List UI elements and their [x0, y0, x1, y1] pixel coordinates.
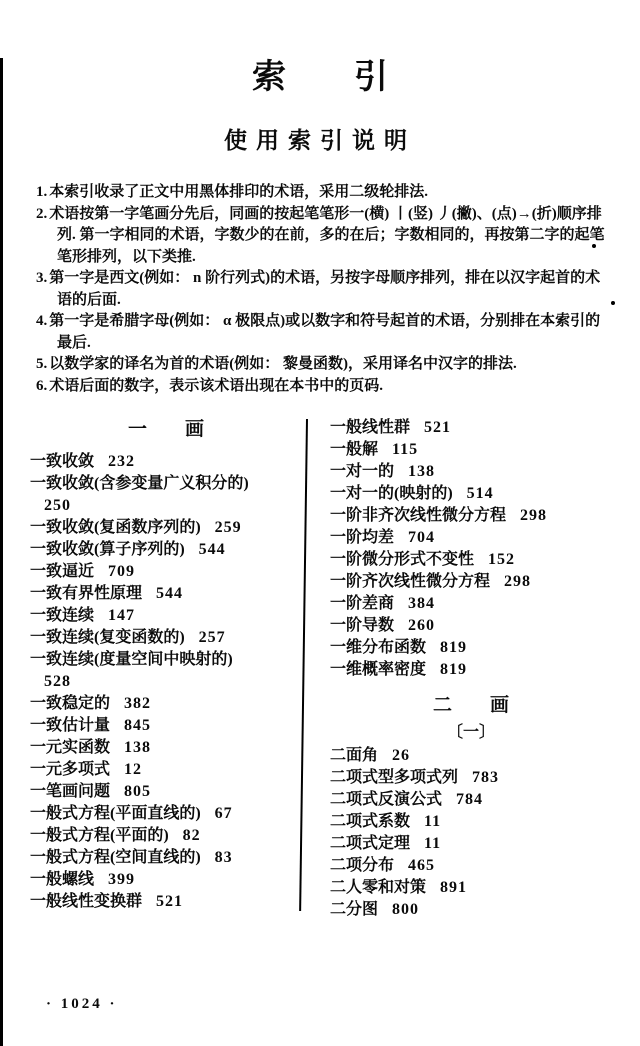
index-entry: [330, 527, 612, 549]
index-entry: [330, 549, 612, 571]
instruction-number: 3.: [36, 270, 48, 286]
entry-page-number: 232: [108, 453, 136, 470]
scan-speck: [592, 244, 596, 248]
entry-term: 一般螺线: [30, 871, 95, 888]
instruction-text: 术语按第一字笔画分先后，同画的按起笔笔形一(横) 丨(竖) 丿(撇)、(点)→(折)顺序排列. 第一字相同的术语，字数少的在前，多的在后；字数相同的，再按第二字的起笔笔形排列，以下类推.: [49, 205, 605, 265]
instruction-number: 6.: [36, 377, 48, 394]
index-entry: [330, 593, 612, 615]
entry-term: 二人零和对策: [330, 879, 427, 896]
entry-term: 一般线性变换群: [30, 893, 143, 910]
index-entry: [30, 473, 302, 517]
index-column-right: [330, 417, 612, 921]
entry-term: 一维概率密度: [330, 661, 427, 678]
index-columns: [0, 417, 640, 921]
index-entry: [30, 627, 302, 649]
entry-page-number: 11: [424, 813, 442, 830]
entry-term: 一阶均差: [330, 529, 395, 546]
entry-page-number: 805: [124, 783, 152, 800]
entry-term: 一对一的(映射的): [330, 485, 453, 502]
entry-page-number: 521: [424, 419, 452, 436]
instruction-item: [36, 311, 614, 354]
index-entry: [330, 439, 612, 461]
index-entry: [330, 417, 612, 439]
entry-page-number: 138: [124, 739, 152, 756]
instruction-item: [36, 182, 614, 204]
index-entry: [330, 877, 612, 899]
index-entry: [30, 891, 302, 913]
entry-page-number: 783: [472, 769, 500, 786]
entry-page-number: 152: [488, 551, 516, 568]
entry-page-number: 514: [466, 485, 494, 502]
index-entry: [30, 693, 302, 715]
entry-page-number: 11: [424, 835, 442, 852]
index-entry: [330, 637, 612, 659]
index-entry: [330, 899, 612, 921]
index-entry: [30, 451, 302, 473]
entry-page-number: 521: [156, 893, 184, 910]
entry-term: 一致连续(度量空间中映射的): [30, 651, 233, 668]
entry-term: 一般解: [330, 441, 379, 458]
index-entry: [30, 847, 302, 869]
stroke-subsection-header: 〔一〕: [446, 724, 495, 741]
entry-term: 一阶非齐次线性微分方程: [330, 507, 507, 524]
entry-term: 二项式系数: [330, 813, 411, 830]
entry-page-number: 384: [408, 595, 436, 612]
index-entry: [30, 583, 302, 605]
entry-page-number: 528: [44, 673, 71, 690]
entry-page-number: 260: [408, 617, 436, 634]
instruction-item: [36, 268, 614, 311]
entry-page-number: 399: [108, 871, 136, 888]
entry-term: 二项分布: [330, 857, 395, 874]
page-number: · 1024 ·: [46, 996, 118, 1012]
entry-term: 一致收敛(含参变量广义积分的): [30, 475, 249, 492]
entry-term: 一致收敛: [30, 453, 95, 470]
entry-term: 一笔画问题: [30, 783, 111, 800]
instruction-number: 2.: [36, 205, 48, 222]
entry-term: 一致连续(复变函数的): [30, 629, 185, 646]
entry-term: 二分图: [330, 901, 379, 918]
entry-page-number: 250: [44, 497, 71, 514]
index-entry: [30, 539, 302, 561]
index-entry: [30, 825, 302, 847]
entry-term: 二面角: [330, 747, 379, 764]
entry-page-number: 800: [392, 901, 420, 918]
scan-speck: [611, 301, 615, 305]
entry-term: 一致收敛(复函数序列的): [30, 519, 201, 536]
instruction-text: 本索引收录了正文中用黑体排印的术语，采用二级轮排法.: [49, 184, 429, 200]
instruction-text: 术语后面的数字，表示该术语出现在本书中的页码.: [49, 377, 384, 394]
entry-term: 一致逼近: [30, 563, 95, 580]
index-entry: [30, 803, 302, 825]
index-entry: [30, 517, 302, 539]
index-entry: [330, 833, 612, 855]
index-entry: [330, 615, 612, 637]
entry-term: 一维分布函数: [330, 639, 427, 656]
entry-page-number: 298: [520, 507, 548, 524]
entry-page-number: 298: [504, 573, 532, 590]
index-entry: [330, 855, 612, 877]
entry-term: 一阶微分形式不变性: [330, 551, 475, 568]
stroke-section-header: 一 画: [127, 419, 204, 440]
entry-page-number: 147: [108, 607, 136, 624]
index-entry: [330, 745, 612, 767]
entry-page-number: 704: [408, 529, 436, 546]
entry-page-number: 784: [456, 791, 484, 808]
instruction-item: [36, 204, 614, 269]
index-entry: [330, 789, 612, 811]
entry-page-number: 465: [408, 857, 436, 874]
index-entry: [30, 715, 302, 737]
index-entry: [30, 561, 302, 583]
instruction-number: 1.: [36, 184, 48, 200]
index-entry: [30, 759, 302, 781]
entry-page-number: 12: [124, 761, 143, 778]
page-title: 索 引: [252, 59, 388, 96]
index-usage-instructions: [36, 182, 614, 397]
entry-term: 一对一的: [330, 463, 395, 480]
entry-term: 一致稳定的: [30, 695, 111, 712]
index-entry: [330, 505, 612, 527]
entry-page-number: 709: [108, 563, 136, 580]
entry-page-number: 83: [214, 849, 233, 866]
instruction-item: [36, 376, 614, 398]
entry-term: 二项式定理: [330, 835, 411, 852]
entry-page-number: 138: [408, 463, 436, 480]
entry-page-number: 67: [214, 805, 233, 822]
index-entry: [30, 605, 302, 627]
index-entry: [330, 461, 612, 483]
instruction-text: 第一字是西文(例如： n 阶行列式)的术语，另按字母顺序排列，排在以汉字起首的术语的后面.: [49, 270, 601, 308]
entry-term: 一元多项式: [30, 761, 111, 778]
entry-page-number: 259: [214, 519, 242, 536]
index-entry: [330, 659, 612, 681]
entry-term: 一致有界性原理: [30, 585, 143, 602]
instruction-number: 5.: [36, 356, 48, 372]
index-entry: [30, 869, 302, 891]
index-entry: [330, 571, 612, 593]
entry-term: 一致收敛(算子序列的): [30, 541, 185, 558]
entry-page-number: 257: [198, 629, 226, 646]
entry-term: 一般式方程(平面直线的): [30, 805, 201, 822]
entry-page-number: 544: [198, 541, 226, 558]
entry-term: 一元实函数: [30, 739, 111, 756]
entry-term: 二项式型多项式列: [330, 769, 459, 786]
index-entry: [30, 649, 302, 693]
index-column-left: [30, 417, 302, 913]
index-entry: [330, 767, 612, 789]
entry-term: 一般式方程(平面的): [30, 827, 169, 844]
entry-term: 一阶齐次线性微分方程: [330, 573, 491, 590]
entry-page-number: 82: [182, 827, 201, 844]
entry-term: 一致连续: [30, 607, 95, 624]
entry-page-number: 819: [440, 661, 468, 678]
index-entry: [330, 811, 612, 833]
entry-page-number: 891: [440, 879, 468, 896]
entry-page-number: 819: [440, 639, 468, 656]
entry-page-number: 382: [124, 695, 152, 712]
index-entry: [330, 483, 612, 505]
instruction-text: 第一字是希腊字母(例如： α 极限点)或以数字和符号起首的术语，分别排在本索引的最后.: [49, 313, 601, 351]
page-subtitle: 使用索引说明: [224, 128, 416, 153]
entry-term: 一阶差商: [330, 595, 395, 612]
entry-term: 一致估计量: [30, 717, 111, 734]
entry-term: 一般式方程(空间直线的): [30, 849, 201, 866]
entry-page-number: 544: [156, 585, 184, 602]
instruction-number: 4.: [36, 313, 48, 329]
entry-page-number: 115: [392, 441, 419, 458]
entry-term: 一阶导数: [330, 617, 395, 634]
index-entry: [30, 737, 302, 759]
index-entry: [30, 781, 302, 803]
entry-term: 一般线性群: [330, 419, 411, 436]
instruction-text: 以数学家的译名为首的术语(例如： 黎曼函数)，采用译名中汉字的排法.: [49, 356, 517, 372]
entry-page-number: 26: [392, 747, 411, 764]
entry-term: 二项式反演公式: [330, 791, 443, 808]
instruction-item: [36, 354, 614, 376]
stroke-section-header: 二 画: [432, 695, 509, 716]
entry-page-number: 845: [124, 717, 152, 734]
